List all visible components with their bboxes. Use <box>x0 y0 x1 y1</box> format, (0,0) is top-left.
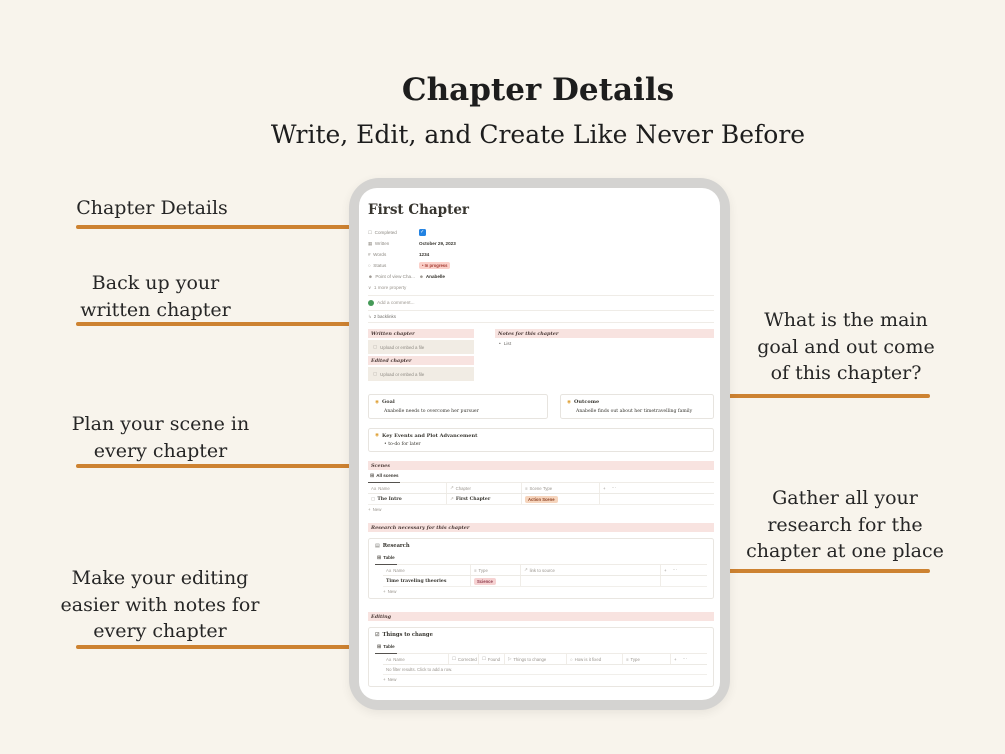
text-type-icon: Aa <box>386 656 392 662</box>
research-row[interactable]: Time traveling theories Science <box>383 576 707 587</box>
edited-chapter-upload[interactable]: ▢ Upload or embed a file <box>368 367 474 381</box>
notes-header: Notes for this chapter <box>495 329 714 338</box>
relation-icon: ↗ <box>450 485 454 490</box>
text-icon: ▷ <box>508 656 512 661</box>
written-chapter-upload[interactable]: ▢ Upload or embed a file <box>368 340 474 354</box>
person-avatar-icon: ☻ <box>419 274 424 279</box>
editing-database <box>368 627 714 687</box>
scenes-table-header: Aa Name ↗ Chapter ≡ Scene Type + ⋯ <box>368 483 714 494</box>
tab-all-scenes[interactable]: ⊞ All scenes <box>368 470 400 483</box>
number-icon: # <box>368 252 371 257</box>
add-column-button[interactable]: + <box>674 656 677 662</box>
add-comment-row[interactable] <box>368 295 714 310</box>
research-section-header: Research necessary for this chapter <box>368 523 714 532</box>
scenes-new-row-button[interactable]: + New <box>368 507 382 512</box>
completed-checkbox[interactable]: ✓ <box>420 229 425 235</box>
table-view-icon: ⊞ <box>377 643 382 650</box>
file-icon: ▢ <box>373 371 378 376</box>
annotation-backup-chapter: Back up your written chapter <box>80 272 231 321</box>
notes-column <box>495 329 714 383</box>
arrow-to-files <box>76 322 354 326</box>
annotation-goal-outcome: What is the main goal and out come of this chapter? <box>757 309 935 384</box>
link-icon: ↗ <box>524 567 528 572</box>
table-options-button[interactable]: ⋯ <box>672 567 677 572</box>
arrow-to-scenes <box>76 464 354 468</box>
file-icon: ▢ <box>373 344 378 349</box>
select-icon: ≡ <box>474 567 477 573</box>
table-view-icon: ⊞ <box>370 472 375 479</box>
relation-icon: ↗ <box>450 496 454 501</box>
notion-page-title: First Chapter <box>368 202 470 218</box>
arrow-to-editing <box>76 645 354 649</box>
page-title: Chapter Details <box>401 72 675 108</box>
tab-editing-table[interactable]: ⊞ Table <box>375 641 397 654</box>
calendar-icon: ▦ <box>368 240 373 246</box>
goal-callout[interactable]: ◉ Goal Anabelle needs to overcome her pursuer <box>368 394 548 419</box>
research-database <box>368 538 714 599</box>
bullet: • <box>499 342 501 347</box>
annotation-chapter-details: Chapter Details <box>76 197 228 219</box>
annotation-editing-notes: Make your editing easier with notes for every chapter <box>60 567 260 642</box>
table-view-icon: ⊞ <box>377 554 382 561</box>
notion-page <box>359 188 720 700</box>
add-column-button[interactable]: + <box>664 567 667 573</box>
page-subtitle: Write, Edit, and Create Like Never Before <box>270 120 806 149</box>
backlinks-row[interactable]: ↳ 2 backlinks <box>368 310 714 323</box>
page-icon: ▢ <box>371 496 376 501</box>
scenes-section-header: Scenes <box>368 461 714 470</box>
written-chapter-header: Written chapter <box>368 329 474 338</box>
tablet-frame <box>349 178 730 710</box>
property-completed: ☐ Completed ✓ <box>368 229 425 235</box>
scene-type-badge: Action Scene <box>525 496 558 503</box>
add-comment-placeholder: Add a comment... <box>377 300 415 306</box>
more-properties-toggle[interactable]: ∨ 1 more property <box>368 284 407 290</box>
outcome-callout[interactable]: ◉ Outcome Anabelle finds out about her timetravelling family <box>560 394 714 419</box>
checkbox-icon: ☐ <box>452 656 456 661</box>
scenes-view-tabs <box>368 470 714 483</box>
annotation-plan-scene: Plan your scene in every chapter <box>71 413 250 462</box>
written-date-value[interactable]: October 29, 2023 <box>419 241 456 246</box>
words-value[interactable]: 1234 <box>419 252 430 257</box>
property-status: ○ Status • In progress <box>368 260 714 271</box>
select-icon: ≡ <box>525 485 528 491</box>
table-options-button[interactable]: ⋯ <box>611 485 616 490</box>
tab-research-table[interactable]: ⊞ Table <box>375 552 397 565</box>
scene-row[interactable]: ▢ The Intro ↗ First Chapter Action Scene <box>368 494 714 505</box>
file-backup-column <box>368 329 474 383</box>
comment-avatar-icon <box>368 300 374 306</box>
editing-empty-state[interactable]: No filter results. Click to add a row. <box>383 665 707 675</box>
search-icon: ○ <box>570 656 573 662</box>
text-type-icon: Aa <box>371 485 377 491</box>
bulb-icon: ◉ <box>567 399 572 405</box>
property-pov-character: ☻ Point of view Cha... ☻ Anabelle <box>368 274 445 279</box>
editing-section-header: Editing <box>368 612 714 621</box>
arrow-to-outcome <box>703 394 930 398</box>
research-db-title[interactable]: ▤ Research <box>375 543 410 549</box>
chevron-down-icon: ∨ <box>368 284 372 290</box>
editing-db-title[interactable]: ☑ Things to change <box>375 632 433 638</box>
table-options-button[interactable]: ⋯ <box>682 656 687 661</box>
property-words: # Words 1234 <box>368 252 430 257</box>
add-column-button[interactable]: + <box>603 485 606 491</box>
book-icon: ▤ <box>375 543 380 549</box>
editing-table-header: Aa Name ☐ Corrected ☐ Found ▷ Things to change ○ How is it fixed ≡ Type + ⋯ <box>383 654 707 665</box>
editing-view-tabs <box>375 641 707 654</box>
text-type-icon: Aa <box>386 567 392 573</box>
checkbox-icon: ☐ <box>482 656 486 661</box>
bulb-icon: ◉ <box>375 399 380 405</box>
page-header <box>70 0 1005 149</box>
bulb-icon: ◉ <box>375 433 380 438</box>
key-events-callout[interactable]: ◉ Key Events and Plot Advancement • to-do for later <box>368 428 714 453</box>
pov-value[interactable]: ☻ Anabelle <box>419 274 445 279</box>
arrow-to-research <box>695 569 930 573</box>
research-type-badge: Science <box>474 578 496 585</box>
annotation-gather-research: Gather all your research for the chapter at one place <box>746 487 944 562</box>
property-written: ▦ Written October 29, 2023 <box>368 240 456 246</box>
checklist-icon: ☑ <box>375 632 380 638</box>
bullet: • <box>384 442 387 447</box>
research-view-tabs <box>375 552 707 565</box>
arrow-to-properties <box>76 225 354 229</box>
status-badge[interactable]: • In progress <box>419 262 450 269</box>
research-table-header: Aa Name ≡ Type ↗ link to source + ⋯ <box>383 565 707 576</box>
property-list <box>368 227 714 293</box>
research-new-row-button[interactable]: + New <box>383 589 397 594</box>
backlink-icon: ↳ <box>368 313 372 319</box>
edited-chapter-header: Edited chapter <box>368 356 474 365</box>
status-icon: ○ <box>368 263 371 268</box>
select-icon: ≡ <box>626 656 629 662</box>
checkbox-property-icon: ☐ <box>368 229 373 235</box>
person-icon: ☻ <box>368 274 373 279</box>
editing-new-row-button[interactable]: + New <box>383 677 397 682</box>
notes-list-item[interactable]: • List <box>499 342 512 347</box>
